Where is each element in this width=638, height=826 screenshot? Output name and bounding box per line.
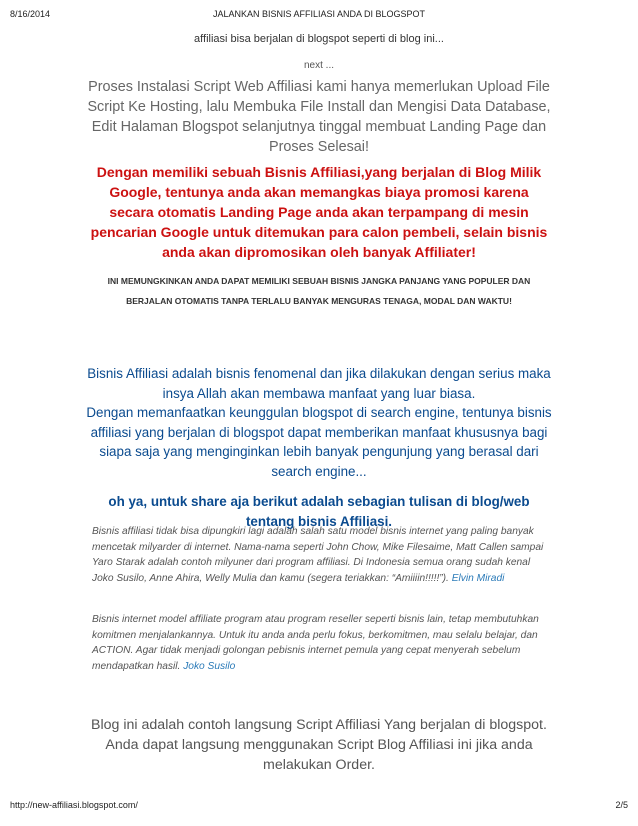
subtitle: affiliasi bisa berjalan di blogspot seperti di blog ini... [194, 33, 444, 45]
quote-1-text: Bisnis affiliasi tidak bisa dipungkiri lagi adalah salah satu model bisnis internet yang paling banyak mencetak milyarder di internet. Nama-nama seperti John Chow, Mike Filesaime, Matt Callen sampai Yaro Starak adalah contoh milyuner dari program affiliasi. Di Indonesia semua orang sudah kenal Joko Susilo, Anne Ahira, Welly Mulia dan kamu (segera teriakkan: “Amiiiin!!!!!”). [92, 526, 544, 584]
print-date: 8/16/2014 [10, 9, 51, 19]
page-title: JALANKAN BISNIS AFFILIASI ANDA DI BLOGSPOT [212, 9, 426, 19]
quote-2 [92, 612, 546, 674]
page-number: 2/5 [615, 800, 628, 810]
caps-paragraph: INI MEMUNGKINKAN ANDA DAPAT MEMILIKI SEBUAH BISNIS JANGKA PANJANG YANG POPULER DAN BERJALAN OTOMATIS TANPA TERLALU BANYAK MENGURAS TENAGA, MODAL DAN WAKTU! [107, 276, 531, 306]
closing-line-2: Anda dapat langsung menggunakan Script Blog Affiliasi ini jika anda melakukan Order. [105, 737, 533, 773]
footer-url[interactable]: http://new-affiliasi.blogspot.com/ [10, 800, 138, 810]
blue-paragraph [86, 364, 552, 481]
quote-2-author-link[interactable]: Joko Susilo [183, 660, 236, 672]
blue-line-1: Bisnis Affiliasi adalah bisnis fenomenal dan jika dilakukan dengan serius maka insya Allah akan membawa manfaat yang luar biasa. [87, 366, 551, 401]
next-link[interactable]: next ... [303, 60, 334, 71]
promo-paragraph: Dengan memiliki sebuah Bisnis Affiliasi,yang berjalan di Blog Milik Google, tentunya anda akan memangkas biaya promosi karena secara otomatis Landing Page anda akan terpampang di mesin pencarian Google untuk ditemukan para calon pembeli, selain bisnis anda akan dipromosikan oleh banyak Affiliater! [90, 164, 548, 260]
blue-line-2: Dengan memanfaatkan keunggulan blogspot di search engine, tentunya bisnis affiliasi yang berjalan di blogspot dapat memberikan manfaat khususnya bagi siapa saja yang menginginkan lebih banyak pengunjung yang berasal dari search engine... [86, 405, 552, 479]
share-heading: oh ya, untuk share aja berikut adalah sebagian tulisan di blog/web tentang bisnis Affiliasi. [108, 494, 530, 529]
quote-1-author-link[interactable]: Elvin Miradi [451, 572, 505, 584]
closing-line-1: Blog ini adalah contoh langsung Script Affiliasi Yang berjalan di blogspot. [91, 717, 547, 733]
quote-2-text: Bisnis internet model affiliate program atau program reseller seperti bisnis lain, tetap membutuhkan komitmen menjalankannya. Untuk itu anda anda perlu fokus, berkomitmen, mau selalu belajar, dan ACTION. Agar tidak menjadi golongan pebisnis internet pemula yang cepat menyerah sebelum mendapatkan hasil. [92, 614, 539, 672]
quote-1 [92, 524, 546, 586]
install-paragraph: Proses Instalasi Script Web Affiliasi kami hanya memerlukan Upload File Script Ke Hosting, lalu Membuka File Install dan Mengisi Data Database, Edit Halaman Blogspot selanjutnya tinggal membuat Landing Page dan Proses Selesai! [87, 79, 551, 155]
closing-paragraph [86, 715, 552, 775]
